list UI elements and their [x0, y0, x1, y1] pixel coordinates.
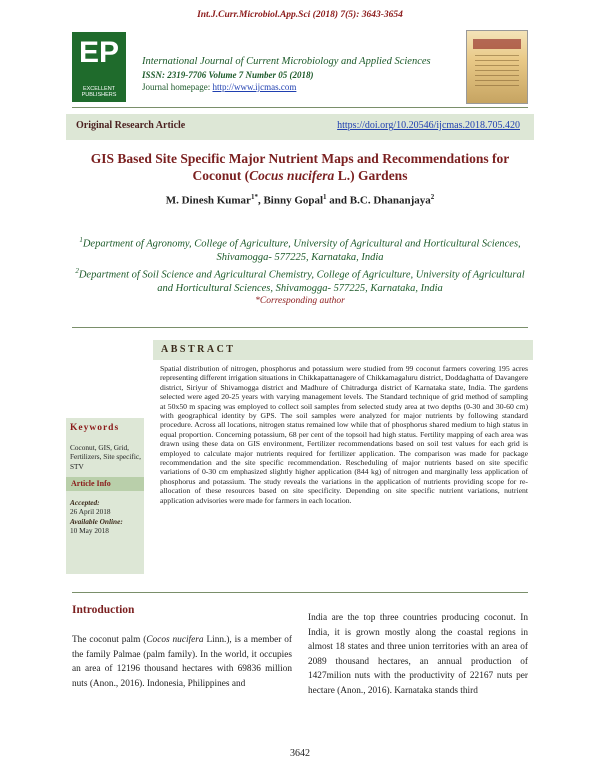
intro-rule: [72, 592, 528, 593]
keywords-list: Coconut, GIS, Grid, Fertilizers, Site specific, STV: [70, 443, 141, 471]
introduction-column-2: India are the top three countries producing coconut. In India, it is grown mostly along the coastal regions in almost 18 states and three union territories with an area of 2089 thousand hectares, an annual production of 1427milion nuts with the productivity of 22167 nuts per hectare (Anon., 2016). Karnataka stands third: [308, 613, 528, 696]
corresponding-author: *Corresponding author: [255, 296, 345, 306]
keywords-sidebar: [66, 418, 144, 574]
title-line-2: Coconut (Cocus nucifera L.) Gardens: [192, 168, 408, 183]
author-list: M. Dinesh Kumar$^{1*}$, Binny Gopal$^1$ and B.C. Dhananjaya$^2$: [165, 193, 435, 207]
article-info-bar: [66, 477, 144, 491]
abstract-heading-bar: [153, 340, 533, 360]
keywords-heading: Keywords: [70, 423, 120, 433]
title-line-1: GIS Based Site Specific Major Nutrient Maps and Recommendations for: [90, 151, 510, 166]
article-dates: Accepted: 26 April 2018 Available Online: 10 May 2018: [70, 498, 123, 536]
abstract-text: Spatial distribution of nitrogen, phosphorus and potassium were studied from 99 coconut farmers covering 195 acres representing different irrigation situations in Chikkapattanagere of Chikkamagaluru district, Doddaghatta of Davangere district, Siriyur of Shivamogga district and Madhure of Chitradurga district of Karnataka state, India. The gardens selected were aged 20-25 years with varying management levels. The Standard technique of grid method of sampling at 50x50 m spacing was employed to collect soil samples from selected study area at two depths (0-30 and 30-60 cm) with geographical identity by GPS. The soil samples were analyzed for major nutrients by following standard procedure. Across all locations, nitrogen status remained low while that of phosphorus shared medium to high status in equal proportion. Concerning potassium, 68 per cent of the topsoil had high status. Fertility mapping of each area was drawn using these data on GIS environment, Fertilizer recommendations based on soil test values for each grid is employed to calculate major nutrients required for fertilizer application. The comparison was made for package recommendation and the site specific recommendation. Rescheduling of major nutrients based on site specific variations of 0-30 cm emphasized slightly higher application (844 kg) of nitrogen and marginally less application of phosphorus and potassium. The study reveals the variations in the application of nutrients providing scope for re-allocation of these resources based on site specificity. Depending on site specific nutrient variations, nutrient application advisories were made for farmers in each location.: [160, 364, 528, 505]
journal-cover-image: [466, 30, 528, 104]
journal-homepage: [142, 82, 296, 92]
homepage-label: Journal homepage:: [142, 82, 213, 92]
affiliations: [70, 234, 530, 295]
logo-letters: EP: [78, 36, 120, 69]
running-header: Int.J.Curr.Microbiol.App.Sci (2018) 7(5): 3643-3654: [197, 10, 403, 20]
introduction-heading: Introduction: [72, 604, 135, 616]
homepage-link[interactable]: http://www.ijcmas.com: [212, 82, 297, 92]
publisher-logo: [72, 32, 126, 102]
introduction-column-1: The coconut palm (Cocos nucifera Linn.), is a member of the family Palmae (palm family). In the world, it occupies an area of 12196 thousand hectares with 69836 million nuts (Anon., 2016). Indonesia, Philippines and: [72, 635, 292, 689]
journal-issn: ISSN: 2319-7706 Volume 7 Number 05 (2018): [142, 70, 314, 80]
abstract-heading: ABSTRACT: [161, 344, 236, 355]
page-number: 3642: [290, 748, 310, 759]
header-rule: [72, 107, 528, 108]
affiliation-1: $^1$Department of Agronomy, College of Agriculture, University of Agricultural and Horticultural Sciences, Shivamogga- 577225, Karnataka, India: [79, 236, 521, 263]
article-info-heading: Article Info: [71, 479, 111, 488]
article-banner: [66, 114, 534, 140]
doi-link[interactable]: https://doi.org/10.20546/ijcmas.2018.705.420: [337, 120, 520, 131]
article-title: [60, 150, 540, 184]
article-type: Original Research Article: [76, 120, 186, 131]
affiliation-2: $^2$Department of Soil Science and Agricultural Chemistry, College of Agriculture, University of Agricultural and Horticultural Sciences, Shivamogga- 577225, Karnataka, India: [75, 266, 525, 294]
logo-publisher-text: EXCELLENT PUBLISHERS: [81, 86, 117, 98]
journal-name: International Journal of Current Microbiology and Applied Sciences: [142, 56, 431, 67]
abstract-rule: [72, 327, 528, 328]
